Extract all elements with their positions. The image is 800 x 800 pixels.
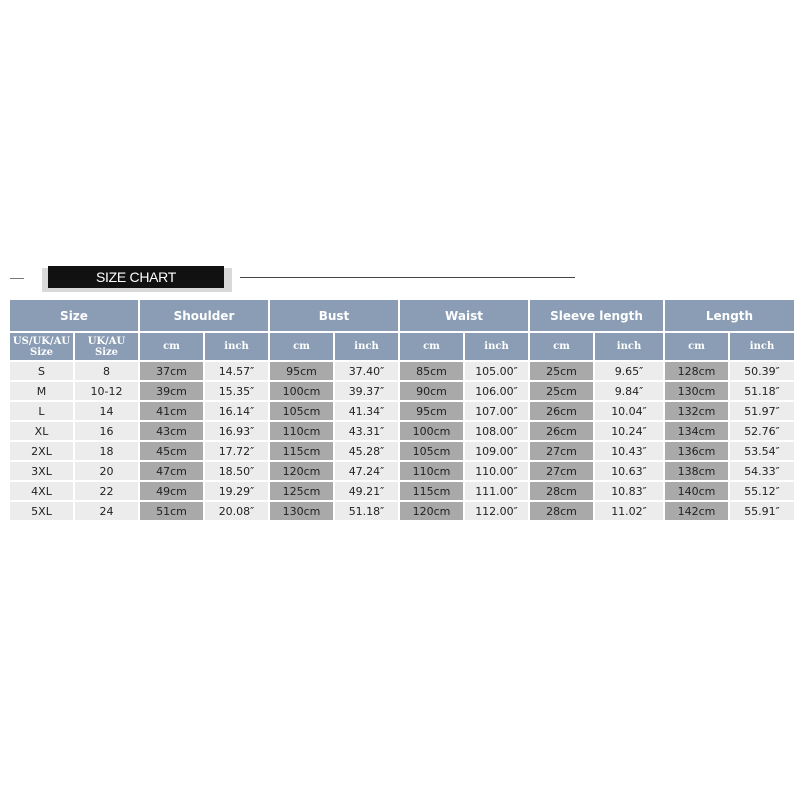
unit-header-length-inch: inch [730,333,794,360]
cell-uk-au-size: 14 [75,402,138,420]
cell-waist-inch: 109.00″ [465,442,528,460]
size-chart-title: SIZE CHART [48,266,224,288]
cell-us-size: 3XL [10,462,73,480]
cell-shoulder-cm: 49cm [140,482,203,500]
cell-length-cm: 128cm [665,362,728,380]
cell-us-size: XL [10,422,73,440]
group-header-length: Length [665,300,794,331]
table-row [10,442,794,460]
cell-uk-au-size: 8 [75,362,138,380]
table-row [10,482,794,500]
cell-length-inch: 53.54″ [730,442,794,460]
cell-shoulder-cm: 43cm [140,422,203,440]
cell-shoulder-cm: 41cm [140,402,203,420]
unit-header-waist-cm: cm [400,333,463,360]
cell-shoulder-cm: 47cm [140,462,203,480]
cell-uk-au-size: 24 [75,502,138,520]
cell-bust-inch: 39.37″ [335,382,398,400]
cell-shoulder-inch: 16.93″ [205,422,268,440]
cell-length-cm: 134cm [665,422,728,440]
cell-shoulder-inch: 16.14″ [205,402,268,420]
cell-sleeve-inch: 10.04″ [595,402,663,420]
cell-sleeve-inch: 10.24″ [595,422,663,440]
group-header-shoulder: Shoulder [140,300,268,331]
cell-length-cm: 130cm [665,382,728,400]
unit-header-shoulder-inch: inch [205,333,268,360]
cell-uk-au-size: 10-12 [75,382,138,400]
cell-sleeve-cm: 26cm [530,402,593,420]
cell-bust-inch: 45.28″ [335,442,398,460]
cell-sleeve-inch: 9.65″ [595,362,663,380]
cell-bust-inch: 51.18″ [335,502,398,520]
size-chart-banner [10,264,580,294]
unit-header-sleeve-cm: cm [530,333,593,360]
cell-sleeve-inch: 10.63″ [595,462,663,480]
cell-sleeve-cm: 26cm [530,422,593,440]
cell-us-size: 2XL [10,442,73,460]
cell-us-size: S [10,362,73,380]
cell-shoulder-inch: 14.57″ [205,362,268,380]
cell-waist-cm: 90cm [400,382,463,400]
cell-sleeve-inch: 10.83″ [595,482,663,500]
cell-sleeve-cm: 28cm [530,502,593,520]
cell-us-size: 4XL [10,482,73,500]
group-header-size: Size [10,300,138,331]
cell-shoulder-inch: 17.72″ [205,442,268,460]
cell-waist-cm: 110cm [400,462,463,480]
unit-header-uk-au-size: UK/AU Size [75,333,138,360]
cell-us-size: 5XL [10,502,73,520]
cell-waist-inch: 107.00″ [465,402,528,420]
size-chart-table [8,298,796,522]
cell-waist-inch: 111.00″ [465,482,528,500]
cell-bust-cm: 130cm [270,502,333,520]
unit-header-shoulder-cm: cm [140,333,203,360]
cell-us-size: M [10,382,73,400]
cell-shoulder-cm: 51cm [140,502,203,520]
cell-bust-cm: 100cm [270,382,333,400]
table-row [10,502,794,520]
cell-uk-au-size: 18 [75,442,138,460]
cell-waist-cm: 105cm [400,442,463,460]
table-row [10,422,794,440]
cell-bust-cm: 115cm [270,442,333,460]
cell-waist-inch: 108.00″ [465,422,528,440]
cell-length-cm: 138cm [665,462,728,480]
cell-uk-au-size: 16 [75,422,138,440]
cell-uk-au-size: 20 [75,462,138,480]
unit-header-bust-cm: cm [270,333,333,360]
cell-length-inch: 51.18″ [730,382,794,400]
cell-bust-cm: 95cm [270,362,333,380]
cell-length-inch: 52.76″ [730,422,794,440]
cell-bust-inch: 49.21″ [335,482,398,500]
cell-waist-cm: 85cm [400,362,463,380]
cell-shoulder-cm: 37cm [140,362,203,380]
cell-waist-inch: 105.00″ [465,362,528,380]
cell-bust-inch: 47.24″ [335,462,398,480]
cell-bust-inch: 41.34″ [335,402,398,420]
unit-header-us-uk-au-size: US/UK/AU Size [10,333,73,360]
cell-sleeve-cm: 27cm [530,462,593,480]
cell-sleeve-cm: 25cm [530,362,593,380]
cell-length-cm: 132cm [665,402,728,420]
cell-sleeve-inch: 10.43″ [595,442,663,460]
cell-bust-cm: 110cm [270,422,333,440]
group-header-waist: Waist [400,300,528,331]
table-row [10,362,794,380]
cell-bust-inch: 43.31″ [335,422,398,440]
cell-sleeve-cm: 25cm [530,382,593,400]
group-header-bust: Bust [270,300,398,331]
cell-shoulder-inch: 18.50″ [205,462,268,480]
cell-length-cm: 136cm [665,442,728,460]
cell-sleeve-inch: 9.84″ [595,382,663,400]
cell-waist-cm: 120cm [400,502,463,520]
size-chart-body [10,362,794,520]
cell-bust-inch: 37.40″ [335,362,398,380]
cell-bust-cm: 105cm [270,402,333,420]
cell-waist-cm: 115cm [400,482,463,500]
unit-header-length-cm: cm [665,333,728,360]
cell-shoulder-cm: 45cm [140,442,203,460]
cell-waist-inch: 112.00″ [465,502,528,520]
cell-length-cm: 140cm [665,482,728,500]
cell-length-cm: 142cm [665,502,728,520]
cell-sleeve-cm: 28cm [530,482,593,500]
cell-waist-inch: 110.00″ [465,462,528,480]
group-header-row [10,300,794,331]
cell-length-inch: 55.91″ [730,502,794,520]
cell-length-inch: 55.12″ [730,482,794,500]
cell-waist-inch: 106.00″ [465,382,528,400]
table-row [10,462,794,480]
cell-shoulder-cm: 39cm [140,382,203,400]
unit-header-bust-inch: inch [335,333,398,360]
cell-shoulder-inch: 20.08″ [205,502,268,520]
cell-waist-cm: 95cm [400,402,463,420]
cell-bust-cm: 120cm [270,462,333,480]
table-row [10,402,794,420]
cell-sleeve-cm: 27cm [530,442,593,460]
cell-sleeve-inch: 11.02″ [595,502,663,520]
cell-length-inch: 54.33″ [730,462,794,480]
table-row [10,382,794,400]
cell-us-size: L [10,402,73,420]
cell-waist-cm: 100cm [400,422,463,440]
cell-length-inch: 50.39″ [730,362,794,380]
cell-shoulder-inch: 19.29″ [205,482,268,500]
banner-dash [10,278,24,279]
unit-header-row [10,333,794,360]
group-header-sleeve-length: Sleeve length [530,300,663,331]
unit-header-waist-inch: inch [465,333,528,360]
cell-shoulder-inch: 15.35″ [205,382,268,400]
banner-rule [240,277,575,278]
cell-bust-cm: 125cm [270,482,333,500]
unit-header-sleeve-inch: inch [595,333,663,360]
cell-length-inch: 51.97″ [730,402,794,420]
cell-uk-au-size: 22 [75,482,138,500]
